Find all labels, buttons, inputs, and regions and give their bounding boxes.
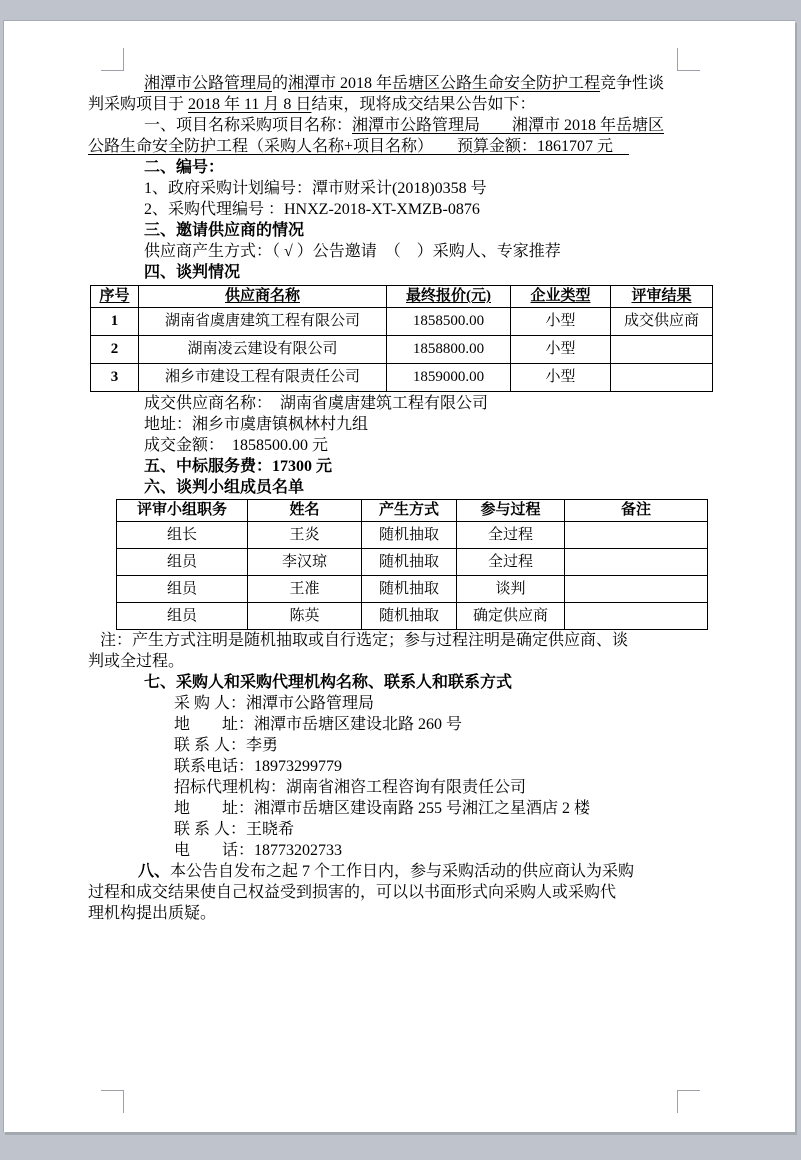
section1-line-1 bbox=[88, 115, 718, 136]
section1-label: 一、项目名称采购项目名称： bbox=[144, 117, 353, 134]
col-remarks: 备注 bbox=[565, 500, 708, 522]
supplier-source-line: 供应商产生方式：（ √ ）公告邀请 （ ）采购人、专家推荐 bbox=[144, 243, 561, 260]
table-row: 3 湘乡市建设工程有限责任公司 1859000.00 小型 bbox=[91, 364, 713, 392]
panel-member-table bbox=[116, 499, 708, 630]
table-row: 组员 王准 随机抽取 谈判 bbox=[117, 576, 708, 603]
section2-heading: 二、编号： bbox=[144, 159, 225, 176]
close-date: 2018 年 11 月 8 日 bbox=[188, 96, 312, 113]
winner-name-line: 成交供应商名称： 湖南省虞唐建筑工程有限公司 bbox=[144, 395, 489, 412]
section8-line-2: 过程和成交结果使自己权益受到损害的，可以以书面形式向采购人或采购代 bbox=[88, 884, 617, 901]
intro-line-1: 湘潭市公路管理局的湘潭市 2018 年岳塘区公路生命安全防护工程竞争性谈 bbox=[144, 75, 665, 92]
col-seq: 序号 bbox=[91, 286, 139, 308]
margin-corner-mark-top-left bbox=[101, 48, 124, 71]
col-review-result: 评审结果 bbox=[611, 286, 713, 308]
col-name: 姓名 bbox=[248, 500, 362, 522]
word-page bbox=[3, 20, 795, 1132]
table-row: 组员 李汉琼 随机抽取 全过程 bbox=[117, 549, 708, 576]
note-line-1: 注：产生方式注明是随机抽取或自行选定；参与过程注明是确定供应商、谈 bbox=[100, 632, 629, 649]
table-row: 1 湖南省虞唐建筑工程有限公司 1858500.00 小型 成交供应商 bbox=[91, 308, 713, 336]
margin-corner-mark-bottom-right bbox=[677, 1090, 700, 1113]
section3-heading: 三、邀请供应商的情况 bbox=[144, 222, 305, 239]
plan-number-line: 1、政府采购计划编号：潭市财采计(2018)0358 号 bbox=[144, 180, 487, 197]
section8-line-1: 八、本公告自发布之起 7 个工作日内，参与采购活动的供应商认为采购 bbox=[138, 863, 635, 880]
col-enterprise-type: 企业类型 bbox=[511, 286, 611, 308]
agency-contact-line: 联 系 人：王晓希 bbox=[174, 821, 295, 838]
table-row: 组员 陈英 随机抽取 确定供应商 bbox=[117, 603, 708, 630]
col-panel-role: 评审小组职务 bbox=[117, 500, 248, 522]
section7-heading: 七、采购人和采购代理机构名称、联系人和联系方式 bbox=[144, 674, 513, 691]
col-price: 最终报价(元) bbox=[387, 286, 511, 308]
section8-number: 八、 bbox=[138, 863, 171, 880]
winner-address-line: 地址：湘乡市虞唐镇枫林村九组 bbox=[144, 416, 369, 433]
negotiation-result-table bbox=[90, 285, 713, 392]
table-row: 2 湖南凌云建设有限公司 1858800.00 小型 bbox=[91, 336, 713, 364]
section1-value: 湘潭市公路管理局 湘潭市 2018 年岳塘区 bbox=[352, 117, 665, 134]
winner-amount-line: 成交金额： 1858500.00 元 bbox=[144, 437, 329, 454]
col-supplier: 供应商名称 bbox=[139, 286, 387, 308]
purchaser-line: 采 购 人：湘潭市公路管理局 bbox=[174, 695, 375, 712]
note-line-2: 判或全过程。 bbox=[88, 653, 185, 670]
agency-phone-line: 电 话：18773202733 bbox=[174, 842, 343, 859]
agency-number-line: 2、采购代理编号 ：HNXZ-2018-XT-XMZB-0876 bbox=[144, 201, 480, 218]
purchaser-address-line: 地 址：湘潭市岳塘区建设北路 260 号 bbox=[174, 716, 463, 733]
intro-line-2: 判采购项目于 2018 年 11 月 8 日结束，现将成交结果公告如下： bbox=[88, 96, 536, 113]
purchaser-phone-line: 联系电话：18973299779 bbox=[174, 758, 343, 775]
section8-line-3: 理机构提出质疑。 bbox=[88, 905, 217, 922]
purchaser-contact-line: 联 系 人：李勇 bbox=[174, 737, 279, 754]
section4-heading: 四、谈判情况 bbox=[144, 264, 241, 281]
table-header-row bbox=[91, 286, 713, 308]
table-header-row bbox=[117, 500, 708, 522]
section5-heading: 五、中标服务费：17300 元 bbox=[144, 458, 333, 475]
agency-line: 招标代理机构：湖南省湘咨工程咨询有限责任公司 bbox=[174, 779, 527, 796]
buyer-name: 湘潭市公路管理局 bbox=[144, 75, 273, 92]
agency-address-line: 地 址：湘潭市岳塘区建设南路 255 号湘江之星酒店 2 楼 bbox=[174, 800, 591, 817]
section1-line-2: 公路生命安全防护工程（采购人名称+项目名称） 预算金额：1861707 元 bbox=[88, 138, 630, 155]
margin-corner-mark-top-right bbox=[677, 48, 700, 71]
document-body bbox=[88, 73, 718, 924]
col-participation: 参与过程 bbox=[457, 500, 565, 522]
margin-corner-mark-bottom-left bbox=[101, 1090, 124, 1113]
project-name: 湘潭市 2018 年岳塘区公路生命安全防护工程 bbox=[288, 75, 601, 92]
col-selection-method: 产生方式 bbox=[362, 500, 457, 522]
section6-heading: 六、谈判小组成员名单 bbox=[144, 479, 305, 496]
table-row: 组长 王炎 随机抽取 全过程 bbox=[117, 522, 708, 549]
